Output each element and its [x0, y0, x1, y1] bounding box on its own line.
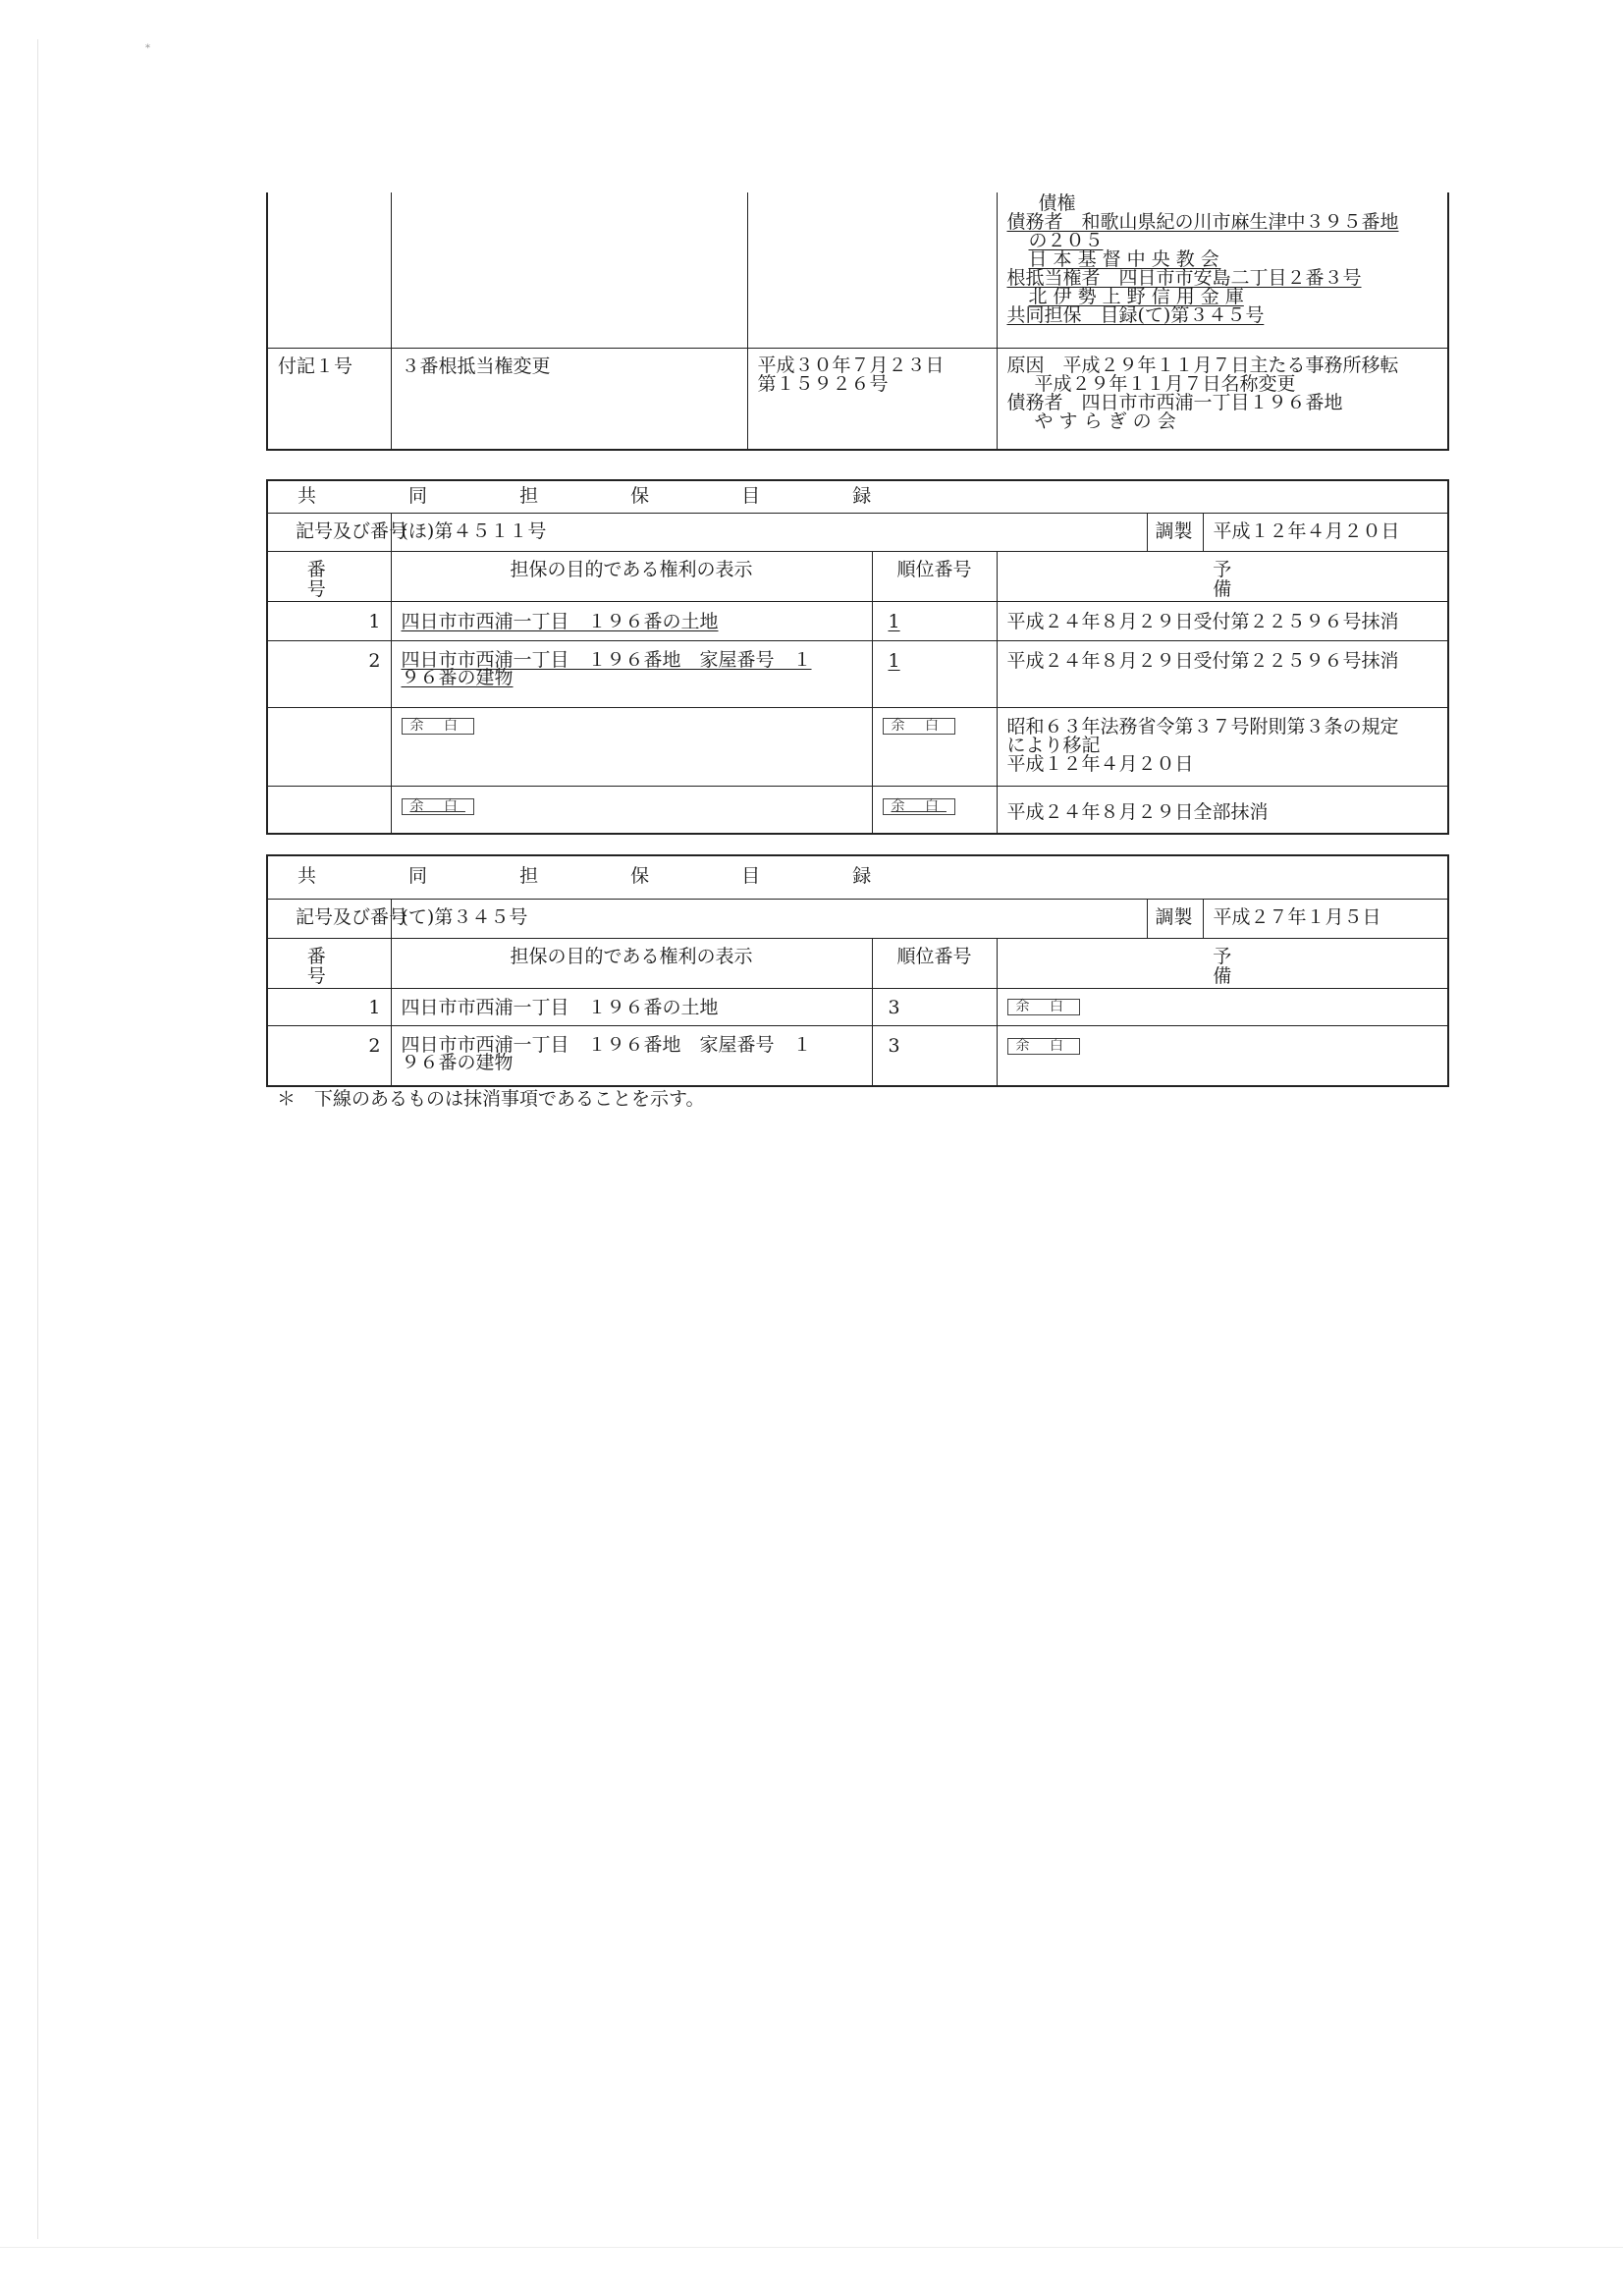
row-display-line: ９６番の建物: [401, 666, 514, 688]
row-number: 2: [267, 1025, 391, 1086]
catalog-symbol-row: [267, 899, 1448, 938]
symbol-label: 記号及び番号: [267, 899, 391, 938]
prev-purpose-cell: [391, 192, 747, 348]
fuki-reception: [747, 348, 997, 450]
row-number: [267, 786, 391, 834]
registration-table: [266, 192, 1447, 451]
prev-reception-cell: [747, 192, 997, 348]
catalog-title: 共 同 担 保 目 録: [267, 855, 1448, 899]
catalog-row: [267, 988, 1448, 1025]
row-display-line: 四日市市西浦一丁目 １９６番地 家屋番号 １: [401, 648, 812, 671]
fuki-number: 付記１号: [267, 348, 391, 450]
header-remarks: 予 備: [997, 938, 1448, 988]
scan-dot: *: [145, 43, 150, 54]
row-remarks: 平成２４年８月２９日受付第２２５９６号抹消: [997, 640, 1448, 707]
details-line: の２０５: [1028, 230, 1104, 251]
preparation-date: 平成２７年１月５日: [1203, 899, 1448, 938]
registration-row-fuki: [267, 348, 1448, 450]
header-display: 担保の目的である権利の表示: [391, 938, 872, 988]
row-number: 1: [267, 988, 391, 1025]
yohaku-stamp: 余 白: [402, 718, 474, 735]
row-number: 1: [267, 601, 391, 640]
details-line: 根抵当権者 四日市市安島二丁目２番３号: [1006, 267, 1362, 289]
details-line: 債務者 和歌山県紀の川市麻生津中３９５番地: [1006, 211, 1399, 233]
details-line: 平成２９年１１月７日名称変更: [1034, 372, 1296, 395]
remarks-line: 昭和６３年法務省令第３７号附則第３条の規定: [1006, 715, 1399, 738]
yohaku-stamp: 余 白: [1007, 999, 1080, 1015]
reception-date: 平成３０年７月２３日: [757, 354, 945, 376]
row-rank: 1: [888, 649, 900, 672]
row-display-line: 四日市市西浦一丁目 １９６番地 家屋番号 １: [401, 1033, 812, 1056]
symbol-value: (ほ)第４５１１号: [391, 513, 1147, 551]
catalog-row: [267, 601, 1448, 640]
header-remarks: 予 備: [997, 551, 1448, 601]
catalog-title-row: [267, 480, 1448, 513]
footnote: ＊ 下線のあるものは抹消事項であることを示す。: [277, 1088, 705, 1110]
row-rank: 3: [872, 1025, 997, 1086]
details-line: 日 本 基 督 中 央 教 会: [1028, 248, 1219, 270]
details-line: や す ら ぎ の 会: [1034, 410, 1176, 432]
row-display-line: ９６番の建物: [401, 1051, 514, 1073]
details-line: 共同担保 目録(て)第３４５号: [1006, 304, 1265, 326]
symbol-label: 記号及び番号: [267, 513, 391, 551]
fuki-details: [997, 348, 1448, 450]
catalog-title: 共 同 担 保 目 録: [267, 480, 1448, 513]
preparation-label: 調製: [1147, 513, 1203, 551]
details-line: 債権: [1038, 192, 1076, 214]
row-display: 四日市市西浦一丁目 １９６番の土地: [401, 610, 719, 632]
row-number: 2: [267, 640, 391, 707]
yohaku-stamp: 余 白: [883, 718, 955, 735]
row-number: [267, 707, 391, 786]
catalog-title-row: [267, 855, 1448, 899]
registration-row-previous: [267, 192, 1448, 348]
row-rank: 1: [888, 610, 900, 632]
row-display: [391, 640, 872, 707]
yohaku-stamp: 余 白: [883, 798, 955, 815]
catalog-row: [267, 786, 1448, 834]
collateral-catalog-2: [266, 854, 1447, 1087]
header-rank: 順位番号: [872, 938, 997, 988]
header-number: 番 号: [267, 551, 391, 601]
catalog-symbol-row: [267, 513, 1448, 551]
reception-number: 第１５９２６号: [757, 372, 889, 395]
collateral-catalog-1: [266, 479, 1447, 835]
fuki-purpose: ３番根抵当権変更: [391, 348, 747, 450]
yohaku-stamp: 余 白: [402, 798, 474, 815]
header-rank: 順位番号: [872, 551, 997, 601]
catalog-header-row: [267, 551, 1448, 601]
preparation-label: 調製: [1147, 899, 1203, 938]
catalog-header-row: [267, 938, 1448, 988]
catalog-row: [267, 640, 1448, 707]
row-rank: 3: [872, 988, 997, 1025]
row-remarks: 平成２４年８月２９日受付第２２５９６号抹消: [997, 601, 1448, 640]
row-remarks: [997, 707, 1448, 786]
remarks-line: 平成１２年４月２０日: [1006, 752, 1194, 775]
details-line: 原因 平成２９年１１月７日主たる事務所移転: [1006, 354, 1399, 376]
symbol-value: (て)第３４５号: [391, 899, 1147, 938]
details-line: 債務者 四日市市西浦一丁目１９６番地: [1006, 391, 1343, 413]
prev-details-cell: [997, 192, 1448, 348]
yohaku-stamp: 余 白: [1007, 1038, 1080, 1055]
scan-edge-line: [37, 39, 38, 2239]
row-remarks: 平成２４年８月２９日全部抹消: [997, 786, 1448, 834]
scan-bottom-line: [0, 2247, 1623, 2248]
remarks-line: により移記: [1006, 734, 1101, 756]
catalog-row: [267, 1025, 1448, 1086]
row-display: [391, 1025, 872, 1086]
catalog-row: [267, 707, 1448, 786]
preparation-date: 平成１２年４月２０日: [1203, 513, 1448, 551]
details-line: 北 伊 勢 上 野 信 用 金 庫: [1028, 286, 1244, 307]
header-number: 番 号: [267, 938, 391, 988]
row-display: 四日市市西浦一丁目 １９６番の土地: [391, 988, 872, 1025]
prev-number-cell: [267, 192, 391, 348]
header-display: 担保の目的である権利の表示: [391, 551, 872, 601]
